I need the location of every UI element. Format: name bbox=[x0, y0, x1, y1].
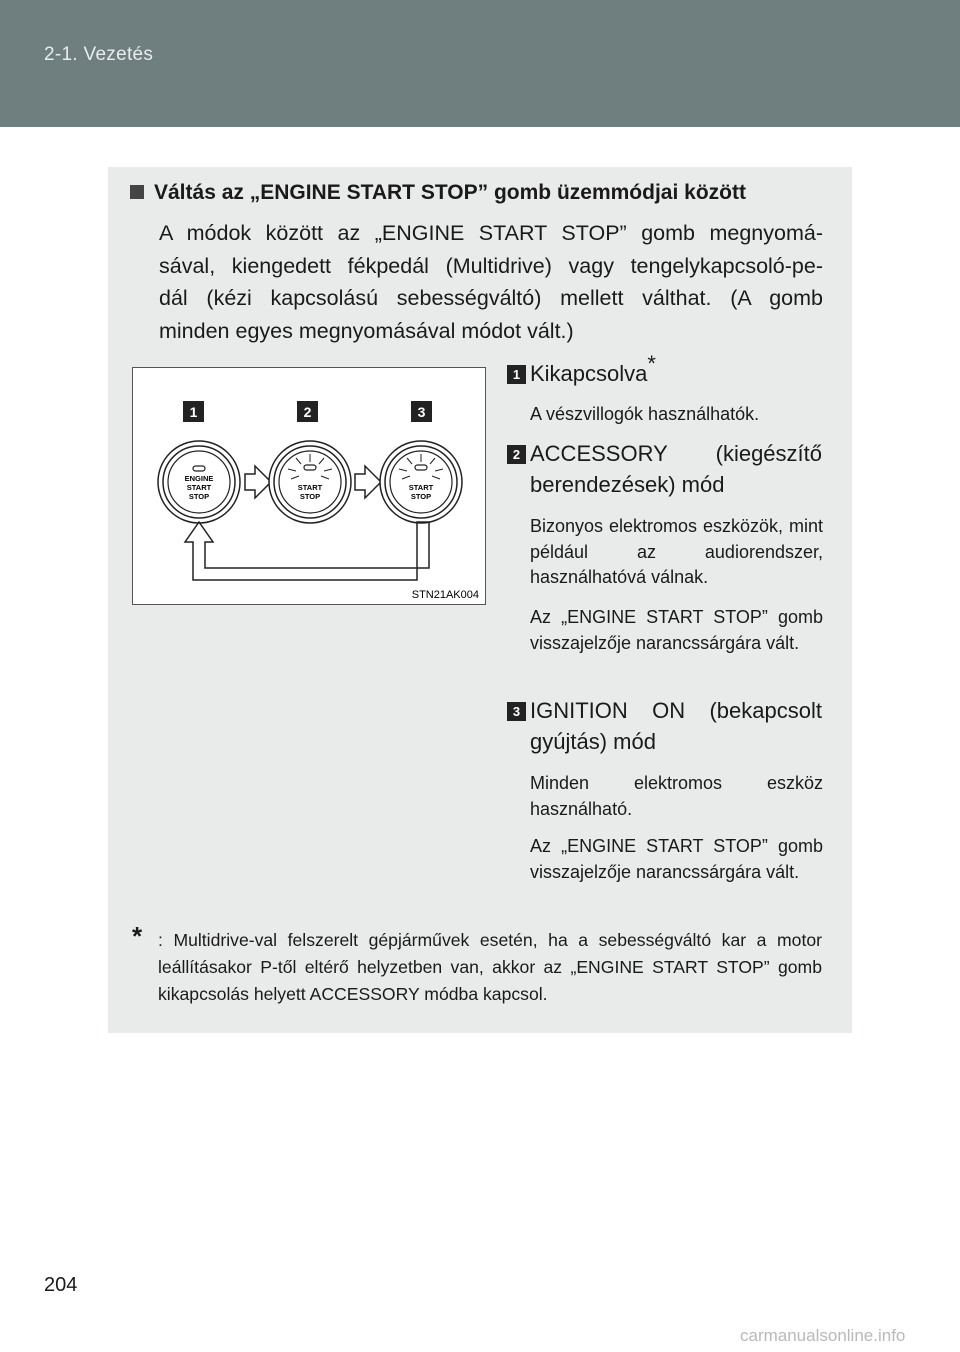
marker-1 bbox=[183, 401, 204, 422]
button-text-3: STOP bbox=[299, 492, 321, 501]
item-title-1 bbox=[530, 350, 822, 389]
engine-button-accessory bbox=[269, 441, 351, 523]
engine-button-off bbox=[158, 441, 240, 523]
intro-line: A módok között az „ENGINE START STOP” gomb megnyomá- bbox=[159, 221, 823, 245]
button-text-1: ENGINE bbox=[184, 474, 214, 483]
square-bullet-icon bbox=[130, 185, 144, 199]
item-desc-3b: Az „ENGINE START STOP” gomb visszajelzője narancssárgára vált. bbox=[530, 836, 823, 882]
footnote-asterisk: * bbox=[132, 921, 143, 951]
item-title-3: IGNITION ON (bekapcsolt gyújtás) mód bbox=[530, 698, 822, 754]
diagram-svg bbox=[133, 368, 485, 604]
button-text-2: START bbox=[297, 483, 323, 492]
watermark: carmanualsonline.info bbox=[740, 1326, 906, 1345]
marker-3 bbox=[411, 401, 432, 422]
item-title-1-text: Kikapcsolva bbox=[530, 361, 648, 386]
item-desc-2a: Bizonyos elektromos eszközök, mint például az audiorendszer, használhatóvá válnak. bbox=[530, 516, 823, 587]
button-text-2: START bbox=[408, 483, 434, 492]
marker-1-label: 1 bbox=[189, 404, 198, 420]
figure-code: STN21AK004 bbox=[411, 589, 479, 601]
intro-line: minden egyes megnyomásával módot vált.) bbox=[159, 318, 574, 343]
button-text-2: START bbox=[186, 483, 212, 492]
engine-button-diagram bbox=[132, 367, 486, 605]
item-desc-3a: Minden elektromos eszköz használható. bbox=[530, 773, 823, 819]
item-desc-1: A vészvillogók használhatók. bbox=[530, 404, 760, 424]
marker-2 bbox=[297, 401, 318, 422]
arrow-right-icon bbox=[245, 466, 271, 498]
heading-text: Váltás az „ENGINE START STOP” gomb üzemmódjai között bbox=[154, 181, 746, 204]
section-title: 2-1. Vezetés bbox=[44, 44, 154, 65]
section-heading bbox=[130, 181, 746, 205]
return-arrow-icon bbox=[185, 522, 429, 580]
button-text-3: STOP bbox=[410, 492, 432, 501]
intro-line: dál (kézi kapcsolású sebességváltó) mellett válthat. (A gomb bbox=[159, 286, 823, 310]
engine-button-ignition bbox=[380, 441, 462, 523]
intro-paragraph bbox=[159, 217, 823, 347]
asterisk-mark: * bbox=[647, 350, 656, 376]
item-desc-2b: Az „ENGINE START STOP” gomb visszajelzője narancssárgára vált. bbox=[530, 607, 823, 653]
item-number-1: 1 bbox=[507, 365, 526, 384]
item-title-2: ACCESSORY (kiegészítő berendezések) mód bbox=[530, 441, 822, 497]
arrow-right-icon bbox=[355, 466, 381, 498]
marker-2-label: 2 bbox=[303, 404, 312, 420]
marker-3-label: 3 bbox=[417, 404, 426, 420]
page-number: 204 bbox=[44, 1274, 78, 1296]
footnote-text: : Multidrive-val felszerelt gépjárművek esetén, ha a sebességváltó kar a motor leállításakor P-től eltérő helyzetben van, akkor az „ENGINE START STOP” gomb kikapcsolás helyett ACCESSORY módba kapcsol. bbox=[158, 930, 822, 1004]
item-number-3: 3 bbox=[507, 702, 526, 721]
intro-line: sával, kiengedett fékpedál (Multidrive) vagy tengelykapcsoló-pe- bbox=[159, 253, 823, 278]
button-text-3: STOP bbox=[188, 492, 210, 501]
item-number-2: 2 bbox=[507, 445, 526, 464]
